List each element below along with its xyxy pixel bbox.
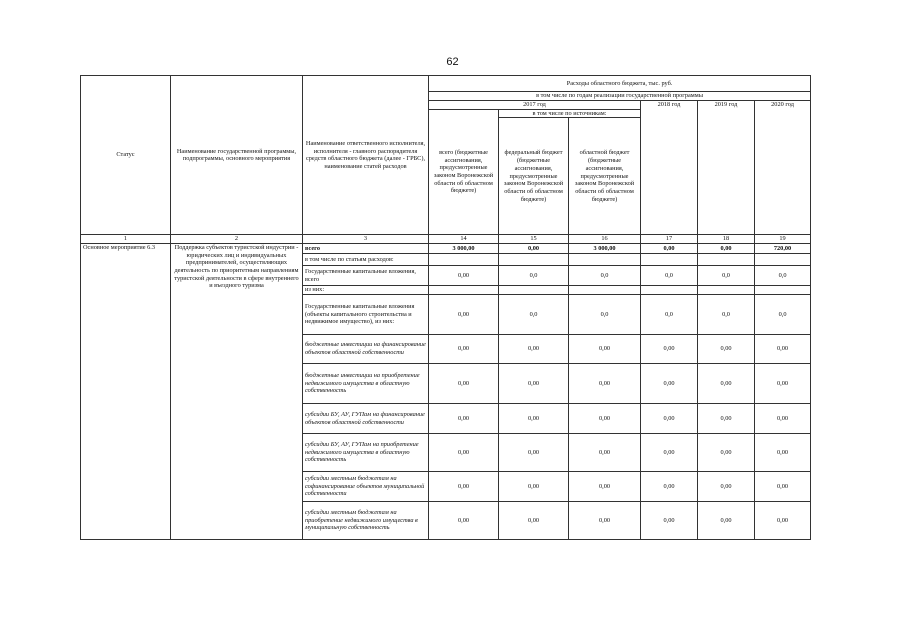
value-cell: 3 000,00 <box>569 244 641 254</box>
row-label: субсидии БУ, АУ, ГУПам на приобретение недвижимого имущества в областную собственность <box>303 434 429 472</box>
value-cell <box>698 254 755 266</box>
value-cell: 0,00 <box>429 404 499 434</box>
value-cell <box>499 286 569 295</box>
value-cell: 0,00 <box>569 472 641 502</box>
value-cell <box>755 286 811 295</box>
value-cell <box>698 286 755 295</box>
value-cell: 0,00 <box>698 244 755 254</box>
value-cell <box>755 254 811 266</box>
col-number: 18 <box>698 235 755 244</box>
value-cell: 0,00 <box>499 244 569 254</box>
value-cell: 0,00 <box>429 502 499 540</box>
row-label: субсидии БУ, АУ, ГУПам на финансирование объектов областной собственности <box>303 404 429 434</box>
header-expenses: Расходы областного бюджета, тыс. руб. <box>429 76 811 92</box>
value-cell: 0,00 <box>698 472 755 502</box>
value-cell <box>569 254 641 266</box>
column-number-row <box>81 235 811 244</box>
value-cell: 0,00 <box>429 335 499 364</box>
value-cell: 0,0 <box>499 295 569 335</box>
value-cell: 0,00 <box>641 472 698 502</box>
header-year-2017: 2017 год <box>429 100 641 109</box>
row-label: бюджетные инвестиции на приобретение недвижимого имущества в областную собственность <box>303 364 429 404</box>
value-cell <box>499 254 569 266</box>
value-cell: 0,00 <box>698 335 755 364</box>
status-cell: Основное мероприятие 6.3 <box>81 244 171 540</box>
col-number: 1 <box>81 235 171 244</box>
value-cell: 0,00 <box>499 335 569 364</box>
value-cell <box>641 286 698 295</box>
value-cell: 0,00 <box>698 364 755 404</box>
row-label: Государственные капитальные вложения, всего <box>303 266 429 286</box>
header-federal-col: федеральный бюджет (бюджетные ассигнования, предусмотренные законом Воронежской области об областном бюджете) <box>499 118 569 235</box>
value-cell: 0,00 <box>641 502 698 540</box>
col-number: 19 <box>755 235 811 244</box>
value-cell: 0,0 <box>698 266 755 286</box>
value-cell: 0,00 <box>755 502 811 540</box>
header-program-name: Наименование государственной программы, подпрограммы, основного мероприятия <box>171 76 303 235</box>
row-label: всего <box>303 244 429 254</box>
value-cell: 0,00 <box>429 364 499 404</box>
value-cell: 0,0 <box>569 266 641 286</box>
page-number: 62 <box>446 56 459 68</box>
value-cell: 0,00 <box>755 404 811 434</box>
header-year-2020: 2020 год <box>755 100 811 235</box>
value-cell: 0,0 <box>499 266 569 286</box>
header-regional-col: областной бюджет (бюджетные ассигнования, предусмотренные законом Воронежской области об областном бюджете) <box>569 118 641 235</box>
value-cell: 0,00 <box>755 335 811 364</box>
header-year-2018: 2018 год <box>641 100 698 235</box>
budget-table <box>80 75 811 540</box>
header-executor: Наименование ответственного исполнителя, исполнителя - главного распорядителя средств областного бюджета (далее - ГРБС), наименование статей расходов <box>303 76 429 235</box>
value-cell: 0,00 <box>641 364 698 404</box>
value-cell: 3 000,00 <box>429 244 499 254</box>
col-number: 16 <box>569 235 641 244</box>
value-cell: 0,00 <box>499 434 569 472</box>
value-cell: 0,00 <box>698 434 755 472</box>
col-number: 17 <box>641 235 698 244</box>
table-row <box>81 244 811 254</box>
row-label: Государственные капитальные вложения (объекты капитального строительства и недвижимое имущество), из них: <box>303 295 429 335</box>
header-by-years: в том числе по годам реализации государственной программы <box>429 92 811 101</box>
row-label: в том числе по статьям расходов: <box>303 254 429 266</box>
value-cell: 0,0 <box>569 295 641 335</box>
value-cell: 0,00 <box>499 502 569 540</box>
row-label: из них: <box>303 286 429 295</box>
col-number: 15 <box>499 235 569 244</box>
value-cell: 0,00 <box>569 335 641 364</box>
value-cell: 720,00 <box>755 244 811 254</box>
value-cell <box>429 254 499 266</box>
value-cell: 0,00 <box>641 335 698 364</box>
program-cell: Поддержка субъектов туристской индустрии - юридических лиц и индивидуальных предпринимателей, осуществляющих деятельность по приоритетным направлениям туристской деятельности в сфере внутреннего и въездного туризма <box>171 244 303 540</box>
value-cell: 0,00 <box>429 266 499 286</box>
value-cell: 0,00 <box>569 434 641 472</box>
value-cell <box>429 286 499 295</box>
header-year-2019: 2019 год <box>698 100 755 235</box>
value-cell: 0,0 <box>755 295 811 335</box>
row-label: субсидии местным бюджетам на софинансирование объектов муниципальной собственности <box>303 472 429 502</box>
value-cell: 0,00 <box>569 404 641 434</box>
value-cell: 0,0 <box>641 266 698 286</box>
value-cell: 0,00 <box>569 502 641 540</box>
value-cell: 0,00 <box>641 244 698 254</box>
value-cell: 0,00 <box>755 364 811 404</box>
header-total-col: всего (бюджетные ассигнования, предусмотренные законом Воронежской области об областном бюджете) <box>429 109 499 235</box>
value-cell: 0,00 <box>429 295 499 335</box>
row-label: субсидии местным бюджетам на приобретение недвижимого имущества в муниципальную собственность <box>303 502 429 540</box>
value-cell: 0,00 <box>499 472 569 502</box>
value-cell: 0,00 <box>569 364 641 404</box>
value-cell: 0,00 <box>755 472 811 502</box>
value-cell: 0,0 <box>755 266 811 286</box>
value-cell: 0,00 <box>641 434 698 472</box>
value-cell <box>569 286 641 295</box>
value-cell: 0,00 <box>499 404 569 434</box>
value-cell: 0,00 <box>641 404 698 434</box>
row-label: бюджетные инвестиции на финансирование объектов областной собственности <box>303 335 429 364</box>
value-cell <box>641 254 698 266</box>
col-number: 14 <box>429 235 499 244</box>
col-number: 3 <box>303 235 429 244</box>
value-cell: 0,0 <box>641 295 698 335</box>
value-cell: 0,00 <box>698 502 755 540</box>
header-status: Статус <box>81 76 171 235</box>
value-cell: 0,00 <box>755 434 811 472</box>
col-number: 2 <box>171 235 303 244</box>
value-cell: 0,00 <box>429 472 499 502</box>
value-cell: 0,00 <box>429 434 499 472</box>
value-cell: 0,00 <box>499 364 569 404</box>
value-cell: 0,00 <box>698 404 755 434</box>
header-by-sources: в том числе по источникам: <box>499 109 641 118</box>
value-cell: 0,0 <box>698 295 755 335</box>
